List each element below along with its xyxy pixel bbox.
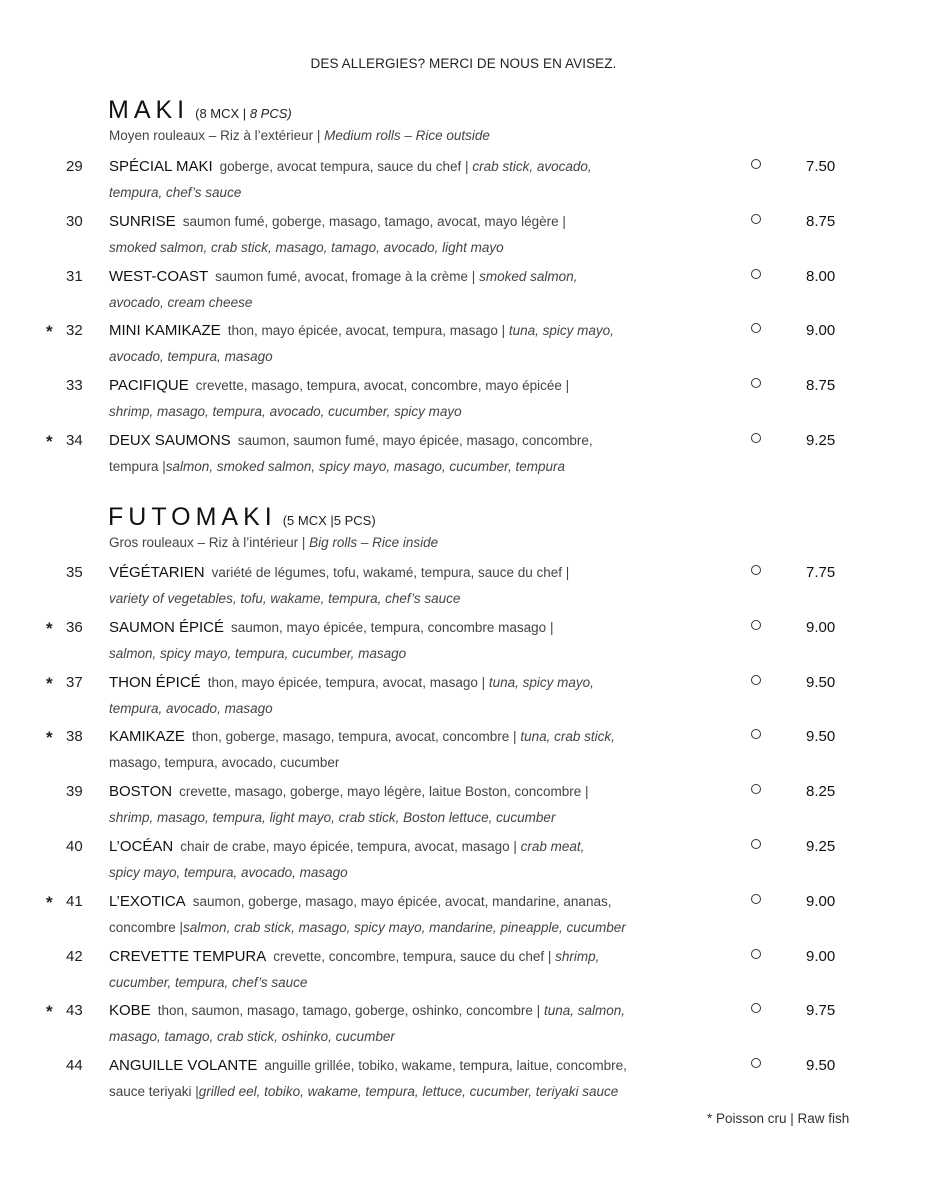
item-desc-fr: thon, saumon, masago, tamago, goberge, oshinko, concombre | bbox=[157, 1003, 541, 1019]
menu-item bbox=[0, 893, 927, 947]
selection-circle-icon bbox=[751, 1058, 761, 1068]
subtitle-en: Medium rolls – Rice outside bbox=[324, 128, 490, 143]
item-desc-en-cont: cucumber, tempura, chef’s sauce bbox=[109, 974, 308, 990]
section-title bbox=[108, 96, 292, 125]
selection-circle-icon bbox=[751, 949, 761, 959]
subtitle-en: Big rolls – Rice inside bbox=[309, 535, 439, 550]
item-line-2 bbox=[109, 865, 348, 880]
item-desc-fr: crevette, concombre, tempura, sauce du chef | bbox=[273, 948, 552, 964]
section-piece-count bbox=[283, 513, 376, 528]
item-name: SUNRISE bbox=[109, 212, 176, 230]
menu-item bbox=[0, 432, 927, 486]
item-name: KOBE bbox=[109, 1002, 151, 1020]
item-number: 40 bbox=[66, 838, 83, 855]
item-name: MINI KAMIKAZE bbox=[109, 322, 221, 340]
item-desc-fr: chair de crabe, mayo épicée, tempura, avocat, masago | bbox=[180, 839, 517, 854]
item-name: WEST-COAST bbox=[109, 267, 209, 285]
item-line-2 bbox=[109, 646, 406, 661]
item-line-2 bbox=[109, 810, 555, 825]
item-number: 32 bbox=[66, 322, 83, 340]
item-desc-en-cont: variety of vegetables, tofu, wakame, tempura, chef’s sauce bbox=[109, 591, 461, 606]
item-name: CREVETTE TEMPURA bbox=[109, 947, 267, 965]
item-desc-en: smoked salmon, bbox=[479, 268, 578, 284]
selection-circle-icon bbox=[751, 378, 761, 388]
item-name: KAMIKAZE bbox=[109, 728, 185, 746]
item-name: SPÉCIAL MAKI bbox=[109, 158, 213, 175]
item-name: THON ÉPICÉ bbox=[109, 673, 201, 691]
item-line-2 bbox=[109, 240, 504, 255]
raw-fish-marker: * bbox=[46, 892, 53, 912]
item-line-2 bbox=[109, 404, 462, 419]
item-line-2 bbox=[109, 295, 252, 310]
item-number: 36 bbox=[66, 618, 83, 636]
item-desc-fr: saumon, mayo épicée, tempura, concombre masago | bbox=[231, 619, 554, 635]
item-line-2 bbox=[109, 591, 460, 606]
item-line-2 bbox=[109, 185, 241, 200]
item-line-2 bbox=[109, 975, 307, 990]
item-name: DEUX SAUMONS bbox=[109, 432, 231, 449]
item-desc-en-cont: shrimp, masago, tempura, avocado, cucumber, spicy mayo bbox=[109, 404, 462, 420]
item-number: 30 bbox=[66, 212, 83, 230]
item-desc-fr: thon, goberge, masago, tempura, avocat, concombre | bbox=[191, 729, 517, 745]
item-line-1 bbox=[109, 783, 589, 800]
item-price: 8.75 bbox=[806, 377, 836, 395]
menu-item bbox=[0, 1057, 927, 1111]
menu-item bbox=[0, 838, 927, 892]
item-line-1 bbox=[109, 674, 594, 691]
item-number: 29 bbox=[66, 158, 83, 175]
item-line-2 bbox=[109, 920, 626, 935]
item-price: 9.75 bbox=[806, 1002, 836, 1020]
item-line-1 bbox=[109, 158, 592, 175]
item-desc-en-cont: avocado, cream cheese bbox=[109, 294, 253, 310]
item-line-1 bbox=[109, 564, 569, 581]
raw-fish-marker: * bbox=[46, 322, 53, 342]
item-price: 9.00 bbox=[806, 892, 836, 910]
section-name: MAKI bbox=[108, 96, 190, 124]
selection-circle-icon bbox=[751, 675, 761, 685]
item-line-2 bbox=[109, 349, 273, 364]
raw-fish-marker: * bbox=[46, 728, 53, 748]
item-price: 8.00 bbox=[806, 267, 836, 285]
menu-item bbox=[0, 268, 927, 322]
item-price: 9.00 bbox=[806, 322, 836, 340]
item-desc-fr: saumon fumé, avocat, fromage à la crème | bbox=[215, 268, 476, 284]
item-number: 41 bbox=[66, 892, 83, 910]
section-name: FUTOMAKI bbox=[108, 503, 277, 531]
item-desc-fr: crevette, masago, tempura, avocat, concombre, mayo épicée | bbox=[195, 378, 570, 394]
selection-circle-icon bbox=[751, 620, 761, 630]
item-desc-en-cont: salmon, spicy mayo, tempura, cucumber, masago bbox=[109, 645, 407, 661]
item-name: SAUMON ÉPICÉ bbox=[109, 618, 225, 636]
subtitle-fr: Gros rouleaux – Riz à l’intérieur | bbox=[109, 535, 306, 550]
item-name: PACIFIQUE bbox=[109, 377, 189, 395]
selection-circle-icon bbox=[751, 784, 761, 794]
selection-circle-icon bbox=[751, 565, 761, 575]
menu-item bbox=[0, 158, 927, 212]
menu-item bbox=[0, 564, 927, 618]
item-number: 38 bbox=[66, 728, 83, 746]
item-number: 43 bbox=[66, 1002, 83, 1020]
menu-item bbox=[0, 948, 927, 1002]
item-desc-fr: variété de légumes, tofu, wakamé, tempura, sauce du chef | bbox=[211, 565, 570, 580]
item-desc-en: tuna, spicy mayo, bbox=[488, 674, 594, 690]
item-desc-fr-cont: tempura | bbox=[109, 459, 166, 474]
selection-circle-icon bbox=[751, 1003, 761, 1013]
item-line-1 bbox=[109, 1057, 627, 1074]
item-desc-fr: goberge, avocat tempura, sauce du chef | bbox=[219, 159, 469, 174]
piece-count-fr: (8 MCX | bbox=[195, 106, 247, 121]
item-number: 35 bbox=[66, 564, 83, 581]
piece-count-fr: (5 MCX |5 PCS) bbox=[282, 513, 376, 528]
item-desc-en-cont: tempura, chef’s sauce bbox=[109, 185, 242, 200]
menu-item bbox=[0, 1002, 927, 1056]
item-desc-en-cont: tempura, avocado, masago bbox=[109, 700, 273, 716]
selection-circle-icon bbox=[751, 729, 761, 739]
item-price: 7.50 bbox=[806, 158, 836, 175]
menu-item bbox=[0, 213, 927, 267]
item-price: 9.25 bbox=[806, 838, 836, 855]
item-price: 8.25 bbox=[806, 783, 836, 801]
menu-item bbox=[0, 674, 927, 728]
item-desc-fr: thon, mayo épicée, tempura, avocat, masago | bbox=[207, 674, 486, 690]
item-desc-en-cont: avocado, tempura, masago bbox=[109, 349, 273, 365]
item-desc-fr: saumon, goberge, masago, mayo épicée, avocat, mandarine, ananas, bbox=[192, 893, 612, 909]
item-number: 33 bbox=[66, 377, 83, 395]
item-desc-en: crab stick, avocado, bbox=[472, 159, 592, 174]
raw-fish-marker: * bbox=[46, 1002, 53, 1022]
raw-fish-marker: * bbox=[46, 673, 53, 693]
menu-item bbox=[0, 728, 927, 782]
selection-circle-icon bbox=[751, 269, 761, 279]
item-line-2 bbox=[109, 755, 339, 770]
item-desc-fr: thon, mayo épicée, avocat, tempura, masago | bbox=[227, 323, 506, 339]
item-price: 9.50 bbox=[806, 728, 836, 746]
item-number: 37 bbox=[66, 673, 83, 691]
item-line-1 bbox=[109, 322, 614, 339]
allergy-notice: DES ALLERGIES? MERCI DE NOUS EN AVISEZ. bbox=[310, 56, 617, 71]
item-desc-fr: saumon fumé, goberge, masago, tamago, avocat, mayo légère | bbox=[182, 213, 566, 229]
item-desc-en-cont: spicy mayo, tempura, avocado, masago bbox=[109, 865, 348, 880]
item-price: 9.25 bbox=[806, 432, 836, 449]
item-number: 39 bbox=[66, 783, 83, 801]
item-price: 9.00 bbox=[806, 947, 836, 965]
raw-fish-marker: * bbox=[46, 618, 53, 638]
item-desc-en: shrimp, bbox=[555, 948, 600, 964]
item-desc-en: tuna, salmon, bbox=[543, 1003, 625, 1019]
item-name: L’EXOTICA bbox=[109, 892, 186, 910]
item-desc-en-cont: salmon, crab stick, masago, spicy mayo, mandarine, pineapple, cucumber bbox=[183, 919, 626, 935]
item-desc-fr-cont: concombre | bbox=[109, 919, 184, 935]
item-desc-en: tuna, spicy mayo, bbox=[508, 323, 614, 339]
item-line-1 bbox=[109, 268, 577, 285]
selection-circle-icon bbox=[751, 323, 761, 333]
item-desc-en-cont: shrimp, masago, tempura, light mayo, crab stick, Boston lettuce, cucumber bbox=[109, 810, 556, 826]
section-title bbox=[108, 503, 376, 532]
item-line-1 bbox=[109, 838, 584, 855]
item-desc-en-cont: grilled eel, tobiko, wakame, tempura, lettuce, cucumber, teriyaki sauce bbox=[198, 1084, 619, 1100]
item-line-1 bbox=[109, 1002, 625, 1019]
raw-fish-marker: * bbox=[46, 432, 53, 451]
item-line-2 bbox=[109, 1084, 618, 1099]
item-desc-en-cont: smoked salmon, crab stick, masago, tamago, avocado, light mayo bbox=[109, 239, 504, 255]
item-number: 31 bbox=[66, 267, 83, 285]
item-price: 9.00 bbox=[806, 618, 836, 636]
selection-circle-icon bbox=[751, 433, 761, 443]
item-desc-fr: anguille grillée, tobiko, wakame, tempura, laitue, concombre, bbox=[264, 1058, 627, 1074]
item-name: VÉGÉTARIEN bbox=[109, 564, 205, 581]
item-line-1 bbox=[109, 377, 569, 394]
item-price: 9.50 bbox=[806, 1057, 836, 1075]
selection-circle-icon bbox=[751, 839, 761, 849]
item-desc-en: crab meat, bbox=[520, 839, 585, 854]
item-line-2 bbox=[109, 1029, 395, 1044]
subtitle-fr: Moyen rouleaux – Riz à l’extérieur | bbox=[109, 128, 321, 143]
selection-circle-icon bbox=[751, 159, 761, 169]
item-number: 34 bbox=[66, 432, 83, 449]
item-price: 7.75 bbox=[806, 564, 836, 581]
item-line-2 bbox=[109, 701, 273, 716]
raw-fish-legend: * Poisson cru | Raw fish bbox=[707, 1111, 850, 1126]
item-line-1 bbox=[109, 948, 599, 965]
item-desc-en-cont: salmon, smoked salmon, spicy mayo, masago, cucumber, tempura bbox=[165, 459, 565, 474]
item-number: 42 bbox=[66, 947, 83, 965]
item-name: L’OCÉAN bbox=[109, 838, 174, 855]
item-line-1 bbox=[109, 213, 566, 230]
menu-item bbox=[0, 322, 927, 376]
section-subtitle bbox=[109, 128, 490, 143]
item-desc-fr-cont: sauce teriyaki | bbox=[109, 1084, 199, 1100]
item-name: BOSTON bbox=[109, 783, 173, 801]
item-desc-en: tuna, crab stick, bbox=[520, 729, 615, 745]
item-line-1 bbox=[109, 893, 611, 910]
piece-count-en: 8 PCS) bbox=[249, 106, 292, 121]
menu-item bbox=[0, 783, 927, 837]
item-desc-fr-cont: masago, tempura, avocado, cucumber bbox=[109, 755, 340, 771]
item-desc-fr: crevette, masago, goberge, mayo légère, laitue Boston, concombre | bbox=[179, 784, 589, 800]
selection-circle-icon bbox=[751, 894, 761, 904]
menu-item bbox=[0, 619, 927, 673]
section-piece-count bbox=[195, 106, 292, 121]
item-desc-en-cont: masago, tamago, crab stick, oshinko, cucumber bbox=[109, 1029, 395, 1045]
item-line-1 bbox=[109, 619, 553, 636]
item-price: 8.75 bbox=[806, 212, 836, 230]
menu-item bbox=[0, 377, 927, 431]
item-name: ANGUILLE VOLANTE bbox=[109, 1057, 258, 1075]
item-line-2 bbox=[109, 459, 565, 474]
item-desc-fr: saumon, saumon fumé, mayo épicée, masago, concombre, bbox=[237, 433, 593, 448]
item-line-1 bbox=[109, 728, 615, 745]
item-price: 9.50 bbox=[806, 673, 836, 691]
item-line-1 bbox=[109, 432, 593, 449]
selection-circle-icon bbox=[751, 214, 761, 224]
item-number: 44 bbox=[66, 1057, 83, 1075]
section-subtitle bbox=[109, 535, 438, 550]
